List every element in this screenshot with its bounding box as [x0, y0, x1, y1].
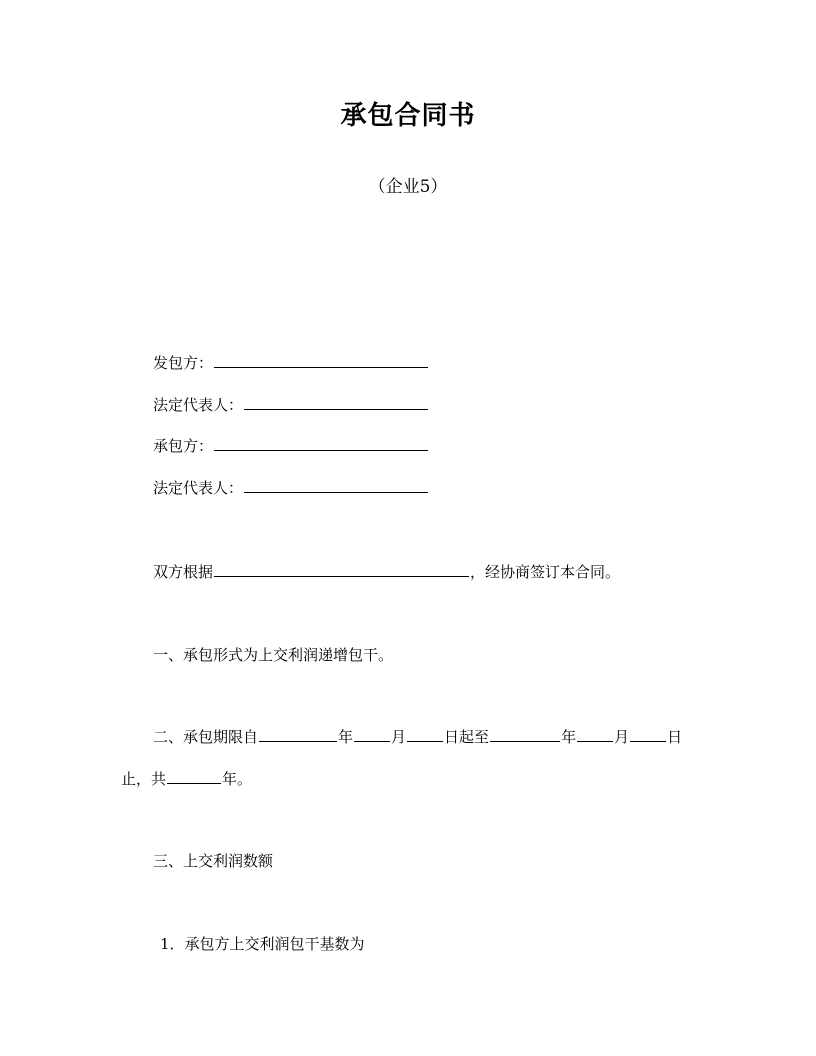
employer-representative-label: 法定代表人：	[153, 396, 244, 414]
start-month-unit: 月	[391, 728, 407, 746]
start-year-unit: 年	[338, 728, 354, 746]
start-month-blank[interactable]	[354, 726, 390, 742]
document-title: 承包合同书	[340, 101, 476, 131]
employer-representative-blank[interactable]	[244, 394, 428, 410]
basis-blank[interactable]	[214, 561, 469, 577]
end-year-unit: 年	[561, 728, 577, 746]
end-day-blank[interactable]	[630, 726, 666, 742]
party-employer-blank[interactable]	[214, 352, 428, 368]
party-employer-row	[153, 352, 429, 374]
contractor-representative-label: 法定代表人：	[153, 479, 244, 497]
party-contractor-blank[interactable]	[214, 435, 428, 451]
party-contractor-row	[153, 435, 429, 457]
total-years-blank[interactable]	[167, 768, 221, 784]
clause-3: 三、上交利润数额	[153, 852, 274, 870]
end-year-blank[interactable]	[490, 726, 560, 742]
clause-2-line-1	[153, 726, 682, 748]
basis-prefix: 双方根据	[153, 563, 214, 581]
total-years-unit: 年。	[222, 770, 253, 788]
clause-2-line-2	[121, 768, 252, 790]
end-month-unit: 月	[614, 728, 630, 746]
end-month-blank[interactable]	[577, 726, 613, 742]
clause-2-text-start: 二、承包期限自	[153, 728, 259, 746]
start-day-blank[interactable]	[407, 726, 443, 742]
party-employer-label: 发包方：	[153, 354, 214, 372]
clause-2-text-end: 止，共	[121, 770, 167, 788]
end-day-unit: 日	[667, 728, 683, 746]
party-contractor-label: 承包方：	[153, 437, 214, 455]
contractor-representative-blank[interactable]	[244, 477, 428, 493]
contractor-representative-row	[153, 477, 429, 499]
basis-suffix: ，经协商签订本合同。	[470, 563, 621, 581]
basis-paragraph	[153, 561, 620, 583]
clause-3-1: 1．承包方上交利润包干基数为	[160, 935, 365, 953]
document-subtitle: （企业5）	[368, 177, 448, 197]
employer-representative-row	[153, 394, 429, 416]
start-day-unit: 日起至	[444, 728, 490, 746]
start-year-blank[interactable]	[259, 726, 337, 742]
clause-1: 一、承包形式为上交利润递增包干。	[153, 646, 394, 664]
